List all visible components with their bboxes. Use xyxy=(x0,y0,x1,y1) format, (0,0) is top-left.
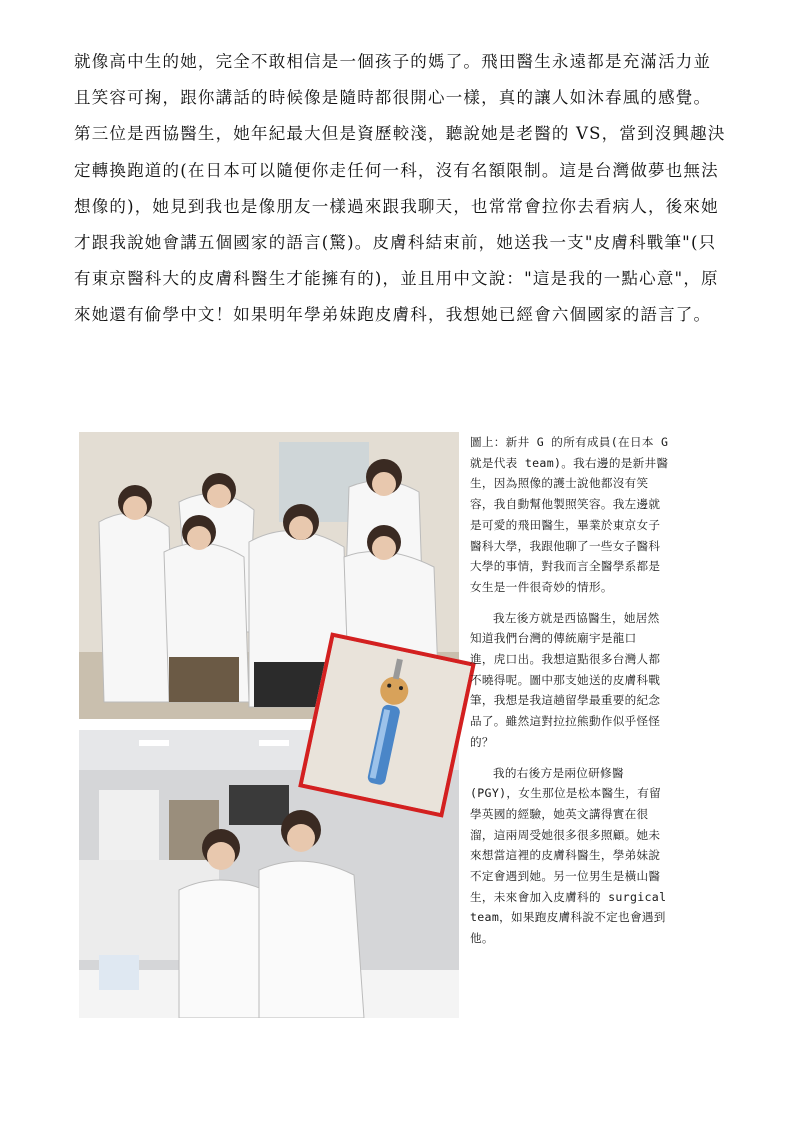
photo-caption xyxy=(470,432,708,949)
caption-line: 品了。雖然這對拉拉熊動作似乎怪怪 xyxy=(470,714,661,729)
caption-line: 進，虎口出。我想這點很多台灣人都 xyxy=(470,652,661,667)
caption-line: 溜，這兩周受她很多很多照顧。她未 xyxy=(470,827,661,842)
caption-line: 不定會遇到她。另一位男生是橫山醫 xyxy=(470,869,661,884)
body-line: 第三位是西協醫生，她年紀最大但是資歷較淺，聽說她是老醫的 VS，當到沒興趣決 xyxy=(74,124,726,144)
caption-line: 女生是一件很奇妙的情形。 xyxy=(470,579,613,594)
body-line: 且笑容可掬，跟你講話的時候像是隨時都很開心一樣，真的讓人如沐春風的感覺。 xyxy=(74,88,712,108)
caption-line: 大學的事情，對我而言全醫學系都是 xyxy=(470,559,661,574)
body-line: 想像的)，她見到我也是像朋友一樣過來跟我聊天，也常常會拉你去看病人，後來她 xyxy=(74,196,719,216)
caption-line: 醫科大學，我跟他聊了一些女子醫科 xyxy=(470,538,661,553)
caption-line: 就是代表 team)。我右邊的是新井醫 xyxy=(470,455,669,470)
caption-line: 他。 xyxy=(470,931,494,946)
caption-line: 生，未來會加入皮膚科的 surgical xyxy=(470,889,667,904)
body-line: 才跟我說她會講五個國家的語言(驚)。皮膚科結束前，她送我一支"皮膚科戰筆"(只 xyxy=(74,233,717,253)
caption-line: 是可愛的飛田醫生，畢業於東京女子 xyxy=(470,517,661,532)
caption-line: 來想當這裡的皮膚科醫生，學弟妹說 xyxy=(470,848,661,863)
caption-line: 容，我自動幫他製照笑容。我左邊就 xyxy=(470,497,661,512)
body-text xyxy=(74,44,754,334)
caption-line: 筆，我想是我這趟留學最重要的紀念 xyxy=(470,693,661,708)
caption-line: 學英國的經驗，她英文講得實在很 xyxy=(470,806,649,821)
caption-line: 圖上：新井 G 的所有成員(在日本 G xyxy=(470,435,669,449)
body-line: 就像高中生的她，完全不敢相信是一個孩子的媽了。飛田醫生永遠都是充滿活力並 xyxy=(74,52,712,71)
caption-line: 不曉得呢。圖中那支她送的皮膚科戰 xyxy=(470,672,661,687)
caption-line: team，如果跑皮膚科說不定也會遇到 xyxy=(470,910,666,925)
caption-line: 我的右後方是兩位研修醫 xyxy=(493,765,624,780)
pen-illustration xyxy=(303,637,471,813)
caption-line: 生，因為照像的護士說他都沒有笑 xyxy=(470,476,649,491)
caption-line: 我左後方就是西協醫生，她居然 xyxy=(493,610,660,625)
body-line: 來她還有偷學中文！如果明年學弟妹跑皮膚科，我想她已經會六個國家的語言了。 xyxy=(74,305,712,325)
caption-line: 知道我們台灣的傳統廟宇是龍口 xyxy=(470,631,637,646)
body-line: 定轉換跑道的(在日本可以隨便你走任何一科，沒有名額限制。這是台灣做夢也無法 xyxy=(74,160,719,180)
caption-line: (PGY)，女生那位是松本醫生，有留 xyxy=(470,786,662,801)
caption-line: 的？ xyxy=(470,734,494,749)
body-line: 有東京醫科大的皮膚科醫生才能擁有的)，並且用中文說："這是我的一點心意"，原 xyxy=(74,269,719,289)
